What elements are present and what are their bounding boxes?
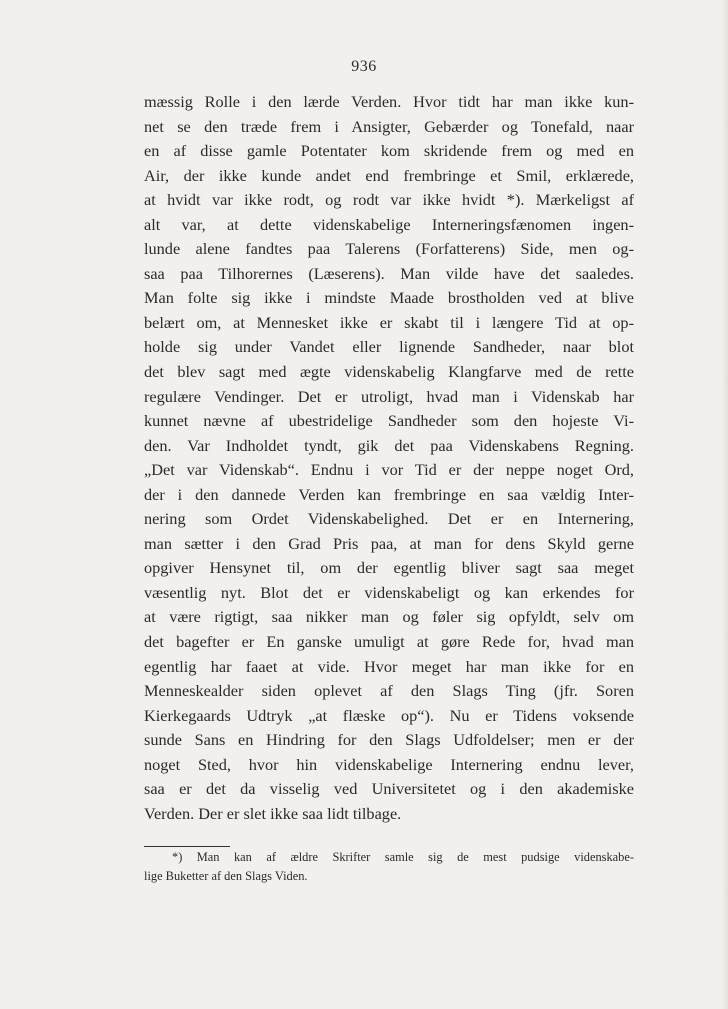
text-line: Verden. Der er slet ikke saa lidt tilbage. [144,803,402,823]
text-line: saa er det da visselig ved Universitetet og i den akademiske [144,779,634,799]
text-line: nering som Ordet Videnskabelighed. Det er en Internering, [144,509,634,529]
text-line: net se den træde frem i Ansigter, Gebærder og Tonefald, naar [144,116,634,136]
text-line: alt var, at dette videnskabelige Interneringsfænomen ingen- [144,214,634,234]
text-line: en af disse gamle Potentater kom skridende frem og med en [144,141,634,161]
page-number: 936 [351,58,377,75]
text-line: Kierkegaards Udtryk „at flæske op“). Nu er Tidens voksende [144,705,634,725]
text-line: holde sig under Vandet eller lignende Sandheder, naar blot [144,337,634,357]
body-text [144,90,634,826]
text-line: Menneskealder siden oplevet af den Slags Ting (jfr. Soren [144,681,634,701]
text-line: man sætter i den Grad Pris paa, at man for dens Skyld gerne [144,533,634,553]
text-line: der i den dannede Verden kan frembringe en saa vældig Inter- [144,484,634,504]
text-line: belært om, at Mennesket ikke er skabt til i længere Tid at op- [144,312,634,332]
footnote-divider [144,846,230,847]
text-line: egentlig har faaet at vide. Hvor meget har man ikke for en [144,656,634,676]
text-line: Air, der ikke kunde andet end frembringe et Smil, erklærede, [144,165,634,185]
footnote-line: lige Buketter af den Slags Viden. [144,869,308,883]
text-line: det blev sagt med ægte videnskabelig Klangfarve med de rette [144,362,634,382]
text-line: væsentlig nyt. Blot det er videnskabeligt og kan erkendes for [144,582,634,602]
text-line: at hvidt var ikke rodt, og rodt var ikke hvidt *). Mærkeligst af [144,190,634,210]
page-edge-shadow [722,0,728,1009]
text-line: lunde alene fandtes paa Talerens (Forfatterens) Side, men og- [144,239,634,259]
text-line: regulære Vendinger. Det er utroligt, hvad man i Videnskab har [144,386,634,406]
text-line: at være rigtigt, saa nikker man og føler sig opfyldt, selv om [144,607,634,627]
text-line: Man folte sig ikke i mindste Maade brostholden ved at blive [144,288,634,308]
text-line: saa paa Tilhorernes (Læserens). Man vilde have det saaledes. [144,263,634,283]
text-line: „Det var Videnskab“. Endnu i vor Tid er der neppe noget Ord, [144,460,634,480]
text-line: det bagefter er En ganske umuligt at gøre Rede for, hvad man [144,632,634,652]
text-line: kunnet nævne af ubestridelige Sandheder som den hojeste Vi- [144,411,634,431]
text-line: sunde Sans en Hindring for den Slags Udfoldelser; men er der [144,730,634,750]
text-line: mæssig Rolle i den lærde Verden. Hvor tidt har man ikke kun- [144,92,634,111]
text-line: noget Sted, hvor hin videnskabelige Internering endnu lever, [144,754,634,774]
footnote-line: *) Man kan af ældre Skrifter samle sig de mest pudsige videnskabe- [172,850,634,864]
text-line: den. Var Indholdet tyndt, gik det paa Videnskabens Regning. [144,435,634,455]
footnote [144,848,634,886]
text-line: opgiver Hensynet til, om der egentlig bliver sagt saa meget [144,558,634,578]
